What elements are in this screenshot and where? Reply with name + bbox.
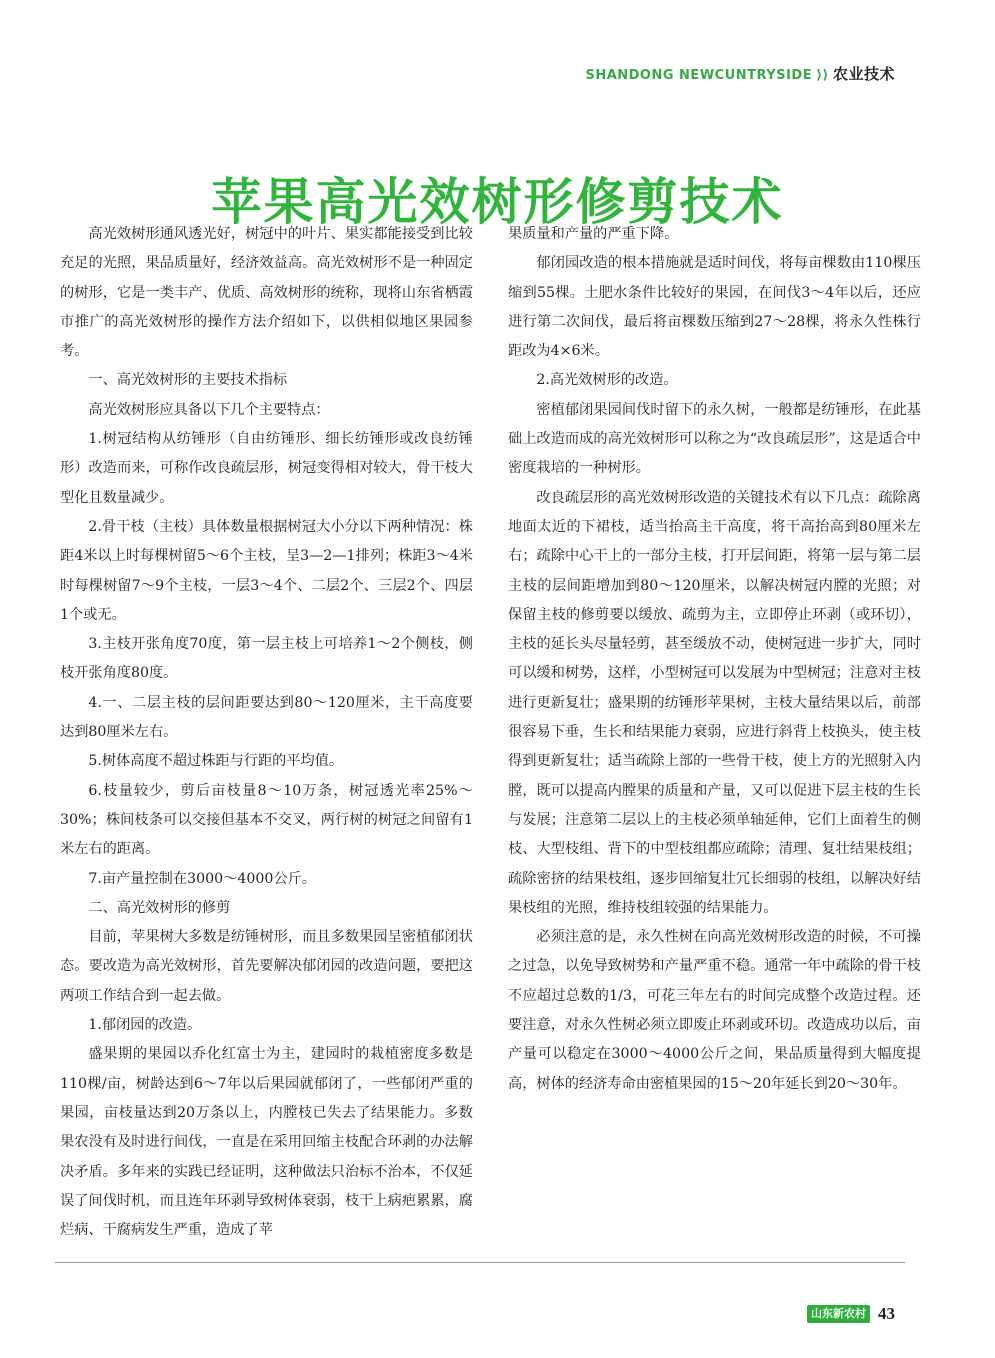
list-item: 2.骨干枝（主枝）具体数量根据树冠大小分以下两种情况：株距4米以上时每棵树留5～6个主枝，呈3—2—1排列；株距3～4米时每棵树留7～9个主枝，一层3～4个、二层2个、三层2个、四层1个或无。: [60, 518, 473, 623]
running-header: [585, 63, 895, 84]
paragraph: 盛果期的果园以乔化红富士为主，建园时的栽植密度多数是110棵/亩，树龄达到6～7年以后果园就郁闭了，一些郁闭严重的果园，亩枝量达到20万条以上，内膛枝已失去了结果能力。多数果农没有及时进行间伐，一直是在采用回缩主枝配合环剥的办法解决矛盾。多年来的实践已经证明，这种做法只治标不治本，不仅延误了间伐时机，而且连年环剥导致树体衰弱，枝干上病疤累累，腐烂病、干腐病发生严重，造成了苹: [60, 1046, 473, 1239]
magazine-logo: 山东新农村: [807, 1305, 870, 1323]
right-column: [508, 220, 921, 1099]
paragraph: 高光效树形通风透光好，树冠中的叶片、果实都能接受到比较充足的光照，果品质量好，经济效益高。高光效树形不是一种固定的树形，它是一类丰产、优质、高效树形的统称，现将山东省栖霞市推广的高光效树形的操作方法介绍如下，以供相似地区果园参考。: [60, 226, 473, 360]
page-footer: [807, 1304, 895, 1324]
section-name: 农业技术: [832, 65, 895, 83]
paragraph: 改良疏层形的高光效树形改造的关键技术有以下几点：疏除离地面太近的下裙枝，适当抬高主干高度，将干高抬高到80厘米左右；疏除中心干上的一部分主枝，打开层间距，将第一层与第二层主枝的层间距增加到80～120厘米，以解决树冠内膛的光照；对保留主枝的修剪要以缓放、疏剪为主，立即停止环剥（或环切），主枝的延长头尽量轻剪，甚至缓放不动，使树冠进一步扩大，同时可以缓和树势，这样，小型树冠可以发展为中型树冠；注意对主枝进行更新复壮；盛果期的纺锤形苹果树，主枝大量结果以后，前部很容易下垂，生长和结果能力衰弱，应进行斜背上枝换头，使主枝得到更新复壮；适当疏除上部的一些骨干枝，使上方的光照射入内膛，既可以提高内膛果的质量和产量，又可以促进下层主枝的生长与发展；注意第二层以上的主枝必须单轴延伸，它们上面着生的侧枝、大型枝组、背下的中型枝组都应疏除；清理、复壮结果枝组；疏除密挤的结果枝组，逐步回缩复壮冗长细弱的枝组，以解决好结果枝组的光照，维持枝组较强的结果能力。: [508, 489, 921, 916]
paragraph: 目前，苹果树大多数是纺锤树形，而且多数果园呈密植郁闭状态。要改造为高光效树形，首先要解决郁闭园的改造问题，要把这两项工作结合到一起去做。: [60, 929, 473, 1004]
page-number: 43: [878, 1304, 895, 1323]
section-heading: 二、高光效树形的修剪: [88, 899, 231, 916]
article-title: 苹果高光效树形修剪技术: [211, 172, 784, 231]
header-separator: ⟩⟩: [816, 68, 829, 83]
list-item: 1.树冠结构从纺锤形（自由纺锤形、细长纺锤形或改良纺锤形）改造而来，可称作改良疏层形，树冠变得相对较大，骨干枝大型化且数量减少。: [60, 431, 473, 506]
footer-divider: [55, 1262, 905, 1263]
section-heading: 一、高光效树形的主要技术指标: [88, 372, 288, 389]
list-item: 5.树体高度不超过株距与行距的平均值。: [88, 753, 344, 770]
list-item: 6.枝量较少，剪后亩枝量8～10万条，树冠透光率25%～30%；株间枝条可以交接但基本不交叉，两行树的树冠之间留有1米左右的距离。: [60, 782, 473, 858]
list-item: 4.一、二层主枝的层间距要达到80～120厘米，主干高度要达到80厘米左右。: [60, 694, 473, 741]
paragraph: 密植郁闭果园间伐时留下的永久树，一般都是纺锤形，在此基础上改造而成的高光效树形可以称之为“改良疏层形”，这是适合中密度栽培的一种树形。: [508, 401, 921, 477]
paragraph: 郁闭园改造的根本措施就是适时间伐，将每亩棵数由110棵压缩到55棵。土肥水条件比较好的果园，在间伐3～4年以后，还应进行第二次间伐，最后将亩棵数压缩到27～28棵，将永久性株行距改为4×6米。: [508, 255, 921, 360]
paragraph: 必须注意的是，永久性树在向高光效树形改造的时候，不可操之过急，以免导致树势和产量严重不稳。通常一年中疏除的骨干枝不应超过总数的1/3，可花三年左右的时间完成整个改造过程。还要注意，对永久性树必须立即废止环剥或环切。改造成功以后，亩产量可以稳定在3000～4000公斤之间，果品质量得到大幅度提高，树体的经济寿命由密植果园的15～20年延长到20～30年。: [508, 929, 921, 1092]
magazine-name-en: SHANDONG NEWCUNTRYSIDE: [585, 68, 813, 83]
sub-heading: 1.郁闭园的改造。: [88, 1017, 202, 1034]
paragraph: 高光效树形应具备以下几个主要特点：: [88, 401, 330, 418]
list-item: 3.主枝开张角度70度，第一层主枝上可培养1～2个侧枝，侧枝开张角度80度。: [60, 636, 473, 682]
sub-heading: 2.高光效树形的改造。: [536, 372, 678, 389]
list-item: 7.亩产量控制在3000～4000公斤。: [88, 870, 317, 887]
left-column: [60, 220, 473, 1245]
paragraph-continued: 果质量和产量的严重下降。: [508, 226, 679, 242]
